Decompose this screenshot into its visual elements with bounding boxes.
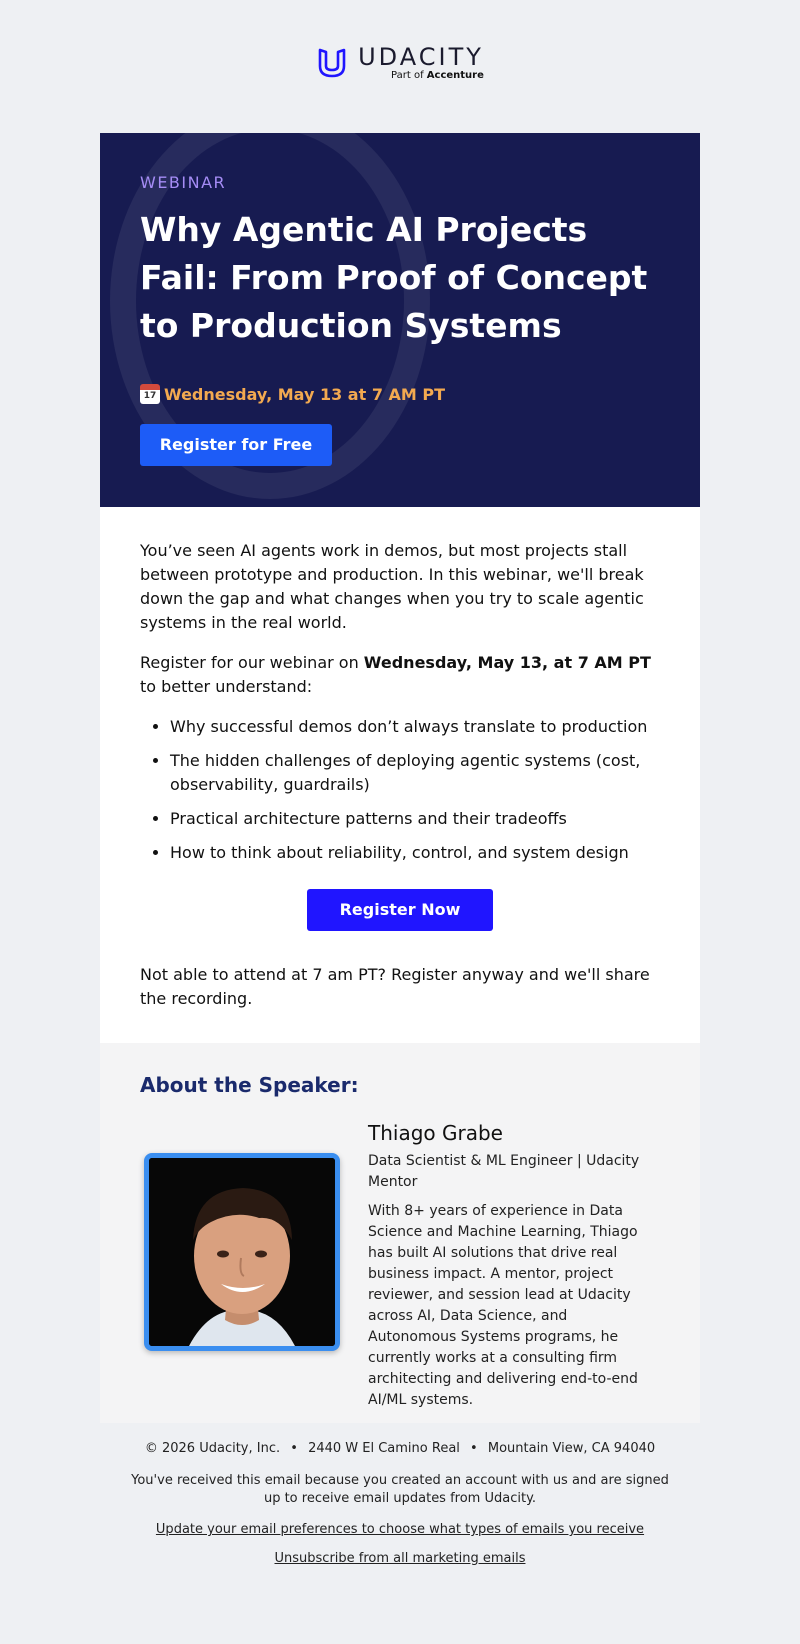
- footer-city: Mountain View, CA 94040: [487, 1441, 656, 1456]
- hero-date-text: Wednesday, May 13 at 7 AM PT: [164, 384, 446, 404]
- recording-note: Not able to attend at 7 am PT? Register anyway and we'll share the recording.: [140, 965, 650, 1008]
- footer-copyright: © 2026 Udacity, Inc.: [144, 1441, 281, 1456]
- footer-address: [100, 1441, 700, 1456]
- footer-notice: You've received this email because you created an account with us and are signed up to receive email updates from Udacity.: [131, 1473, 669, 1506]
- brand-name: UDACITY: [358, 43, 484, 71]
- register-now-wrapper: [140, 889, 660, 931]
- intro-paragraph: You’ve seen AI agents work in demos, but most projects stall between prototype and production. In this webinar, we'll break down the gap and what changes when you try to scale agentic systems in the real world.: [140, 541, 644, 632]
- header-logo-bar: [0, 0, 800, 133]
- register-paragraph: [140, 651, 660, 699]
- list-item: • The hidden challenges of deploying agentic systems (cost, observability, guardrails): [170, 749, 660, 797]
- hero-date: [140, 384, 660, 404]
- learning-points-list: [140, 715, 660, 865]
- part-of-prefix: Part of: [391, 70, 424, 81]
- footer-street: 2440 W El Camino Real: [308, 1441, 460, 1456]
- speaker-row: [140, 1121, 660, 1411]
- list-item: • Practical architecture patterns and their tradeoffs: [170, 807, 660, 831]
- list-item: • How to think about reliability, control, and system design: [170, 841, 660, 865]
- part-of-name: Accenture: [426, 70, 484, 81]
- footer-separator: •: [290, 1441, 298, 1456]
- brand-part-of: [391, 70, 484, 81]
- hero-title: Why Agentic AI Projects Fail: From Proof of Concept to Production Systems: [140, 210, 648, 345]
- email-container: [100, 133, 700, 1566]
- udacity-u-icon: [316, 47, 348, 79]
- register-date: Wednesday, May 13, at 7 AM PT: [363, 653, 651, 672]
- update-preferences-link[interactable]: Update your email preferences to choose what types of emails you receive: [155, 1522, 645, 1537]
- list-item: • Why successful demos don’t always translate to production: [170, 715, 660, 739]
- udacity-logo[interactable]: [316, 44, 484, 81]
- footer: [100, 1423, 700, 1566]
- speaker-info: [368, 1121, 658, 1411]
- logo-text: [358, 44, 484, 81]
- speaker-section: [100, 1043, 700, 1423]
- register-now-button[interactable]: Register Now: [307, 889, 493, 931]
- hero-eyebrow: WEBINAR: [140, 173, 227, 192]
- footer-separator: •: [470, 1441, 478, 1456]
- speaker-heading: About the Speaker:: [140, 1073, 359, 1097]
- body-section: [100, 507, 700, 1043]
- hero-banner: [100, 133, 700, 507]
- unsubscribe-link[interactable]: Unsubscribe from all marketing emails: [274, 1551, 526, 1566]
- speaker-bio: With 8+ years of experience in Data Science and Machine Learning, Thiago has built AI solutions that drive real business impact. A mentor, project reviewer, and session lead at Udacity across AI, Data Science, and Autonomous Systems programs, he currently works at a consulting firm architecting and delivering end-to-end AI/ML systems.: [368, 1203, 638, 1408]
- speaker-role: Data Scientist & ML Engineer | Udacity Mentor: [368, 1153, 640, 1190]
- register-prefix: Register for our webinar on: [140, 653, 364, 672]
- register-suffix: to better understand:: [140, 677, 313, 696]
- register-for-free-button[interactable]: Register for Free: [140, 424, 332, 466]
- calendar-icon: [140, 384, 160, 404]
- speaker-name: Thiago Grabe: [368, 1121, 503, 1145]
- speaker-photo: [144, 1153, 340, 1351]
